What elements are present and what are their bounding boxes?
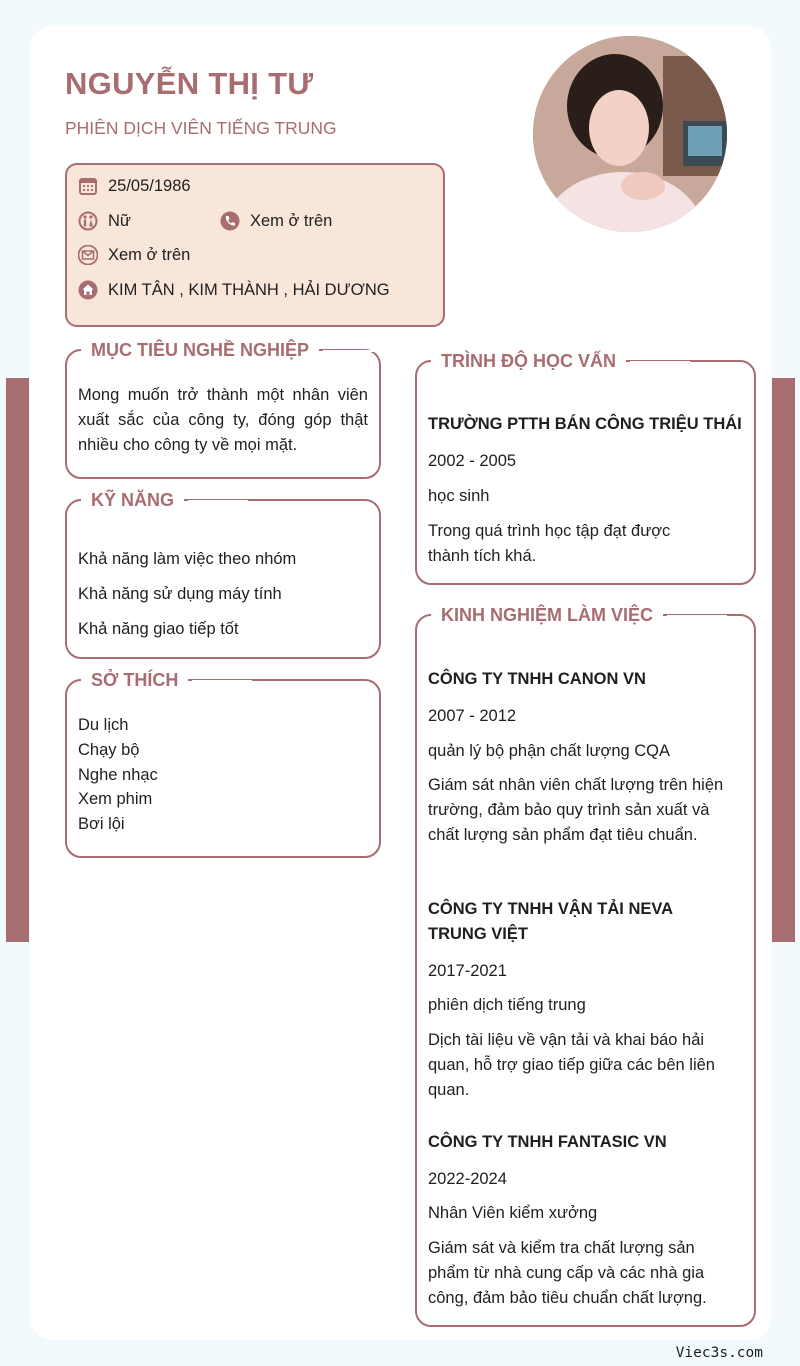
skill-item: Khả năng làm việc theo nhóm [78,550,297,568]
email-value: Xem ở trên [108,245,191,264]
job-position: Nhân Viên kiểm xưởng [428,1204,598,1222]
experience-section [415,605,756,1327]
left-accent-bar [6,378,29,942]
job-description: Giám sát và kiểm tra chất lượng sản phẩm từ nhà cung cấp và các nhà gia công, đảm bảo tiêu chuẩn chất lượng. [428,1239,707,1307]
education-section [415,351,756,585]
job-position: quản lý bộ phận chất lượng CQA [428,742,671,760]
avatar [533,36,727,232]
job-description: Giám sát nhân viên chất lượng trên hiện trường, đảm bảo quy trình sản xuất và chất lượng sản phẩm đạt tiêu chuẩn. [428,776,724,844]
contact-info-box [65,163,445,327]
birthdate-value: 25/05/1986 [108,176,191,195]
avatar-photo [533,36,727,232]
info-gender [78,211,131,231]
hobby-item: Chạy bộ [78,741,140,759]
address-value: KIM TÂN , KIM THÀNH , HẢI DƯƠNG [108,280,390,299]
hobby-item: Xem phim [78,790,153,808]
job-description: Dịch tài liệu về vận tải và khai báo hải quan, hỗ trợ giao tiếp giữa các bên liên quan. [428,1031,715,1099]
education-title: TRÌNH ĐỘ HỌC VẤN [431,348,626,374]
phone-icon [220,211,240,231]
gender-icon [78,211,98,231]
skill-item: Khả năng giao tiếp tốt [78,620,239,638]
objective-section [65,340,381,479]
job-company: CÔNG TY TNHH CANON VN [428,670,646,688]
gender-value: Nữ [108,211,131,230]
info-birthdate [78,176,191,196]
experience-title: KINH NGHIỆM LÀM VIỆC [431,602,663,628]
right-accent-bar [772,378,795,942]
education-description: Trong quá trình học tập đạt được thành tích khá. [428,522,671,565]
hobby-item: Nghe nhạc [78,766,158,784]
job-period: 2007 - 2012 [428,707,517,725]
info-phone [220,211,332,231]
info-address [78,280,390,300]
job-company: CÔNG TY TNHH FANTASIC VN [428,1133,667,1151]
candidate-name: NGUYỄN THỊ TƯ [65,66,314,101]
calendar-icon [78,176,98,196]
education-period: 2002 - 2005 [428,452,517,470]
email-icon [78,245,98,265]
info-email [78,245,190,265]
phone-value: Xem ở trên [250,211,333,230]
job-company: CÔNG TY TNHH VẬN TẢI NEVA TRUNG VIỆT [428,900,673,943]
hobbies-section [65,670,381,858]
hobby-item: Bơi lội [78,815,125,833]
education-role: học sinh [428,487,490,505]
candidate-title: PHIÊN DỊCH VIÊN TIẾNG TRUNG [65,118,337,138]
objective-title: MỤC TIÊU NGHỀ NGHIỆP [81,337,319,363]
school-name: TRƯỜNG PTTH BÁN CÔNG TRIỆU THÁI [428,415,742,433]
job-position: phiên dịch tiếng trung [428,996,586,1014]
hobbies-title: SỞ THÍCH [81,667,188,693]
job-period: 2022-2024 [428,1170,507,1188]
skill-item: Khả năng sử dụng máy tính [78,585,282,603]
home-icon [78,280,98,300]
skills-section [65,490,381,659]
skills-title: KỸ NĂNG [81,487,184,513]
site-watermark: Viec3s.com [675,1345,763,1361]
hobby-item: Du lịch [78,716,129,734]
objective-text: Mong muốn trở thành một nhân viên xuất sắc của công ty, đóng góp thật nhiều cho công ty về mọi mặt. [78,386,368,454]
job-period: 2017-2021 [428,962,507,980]
